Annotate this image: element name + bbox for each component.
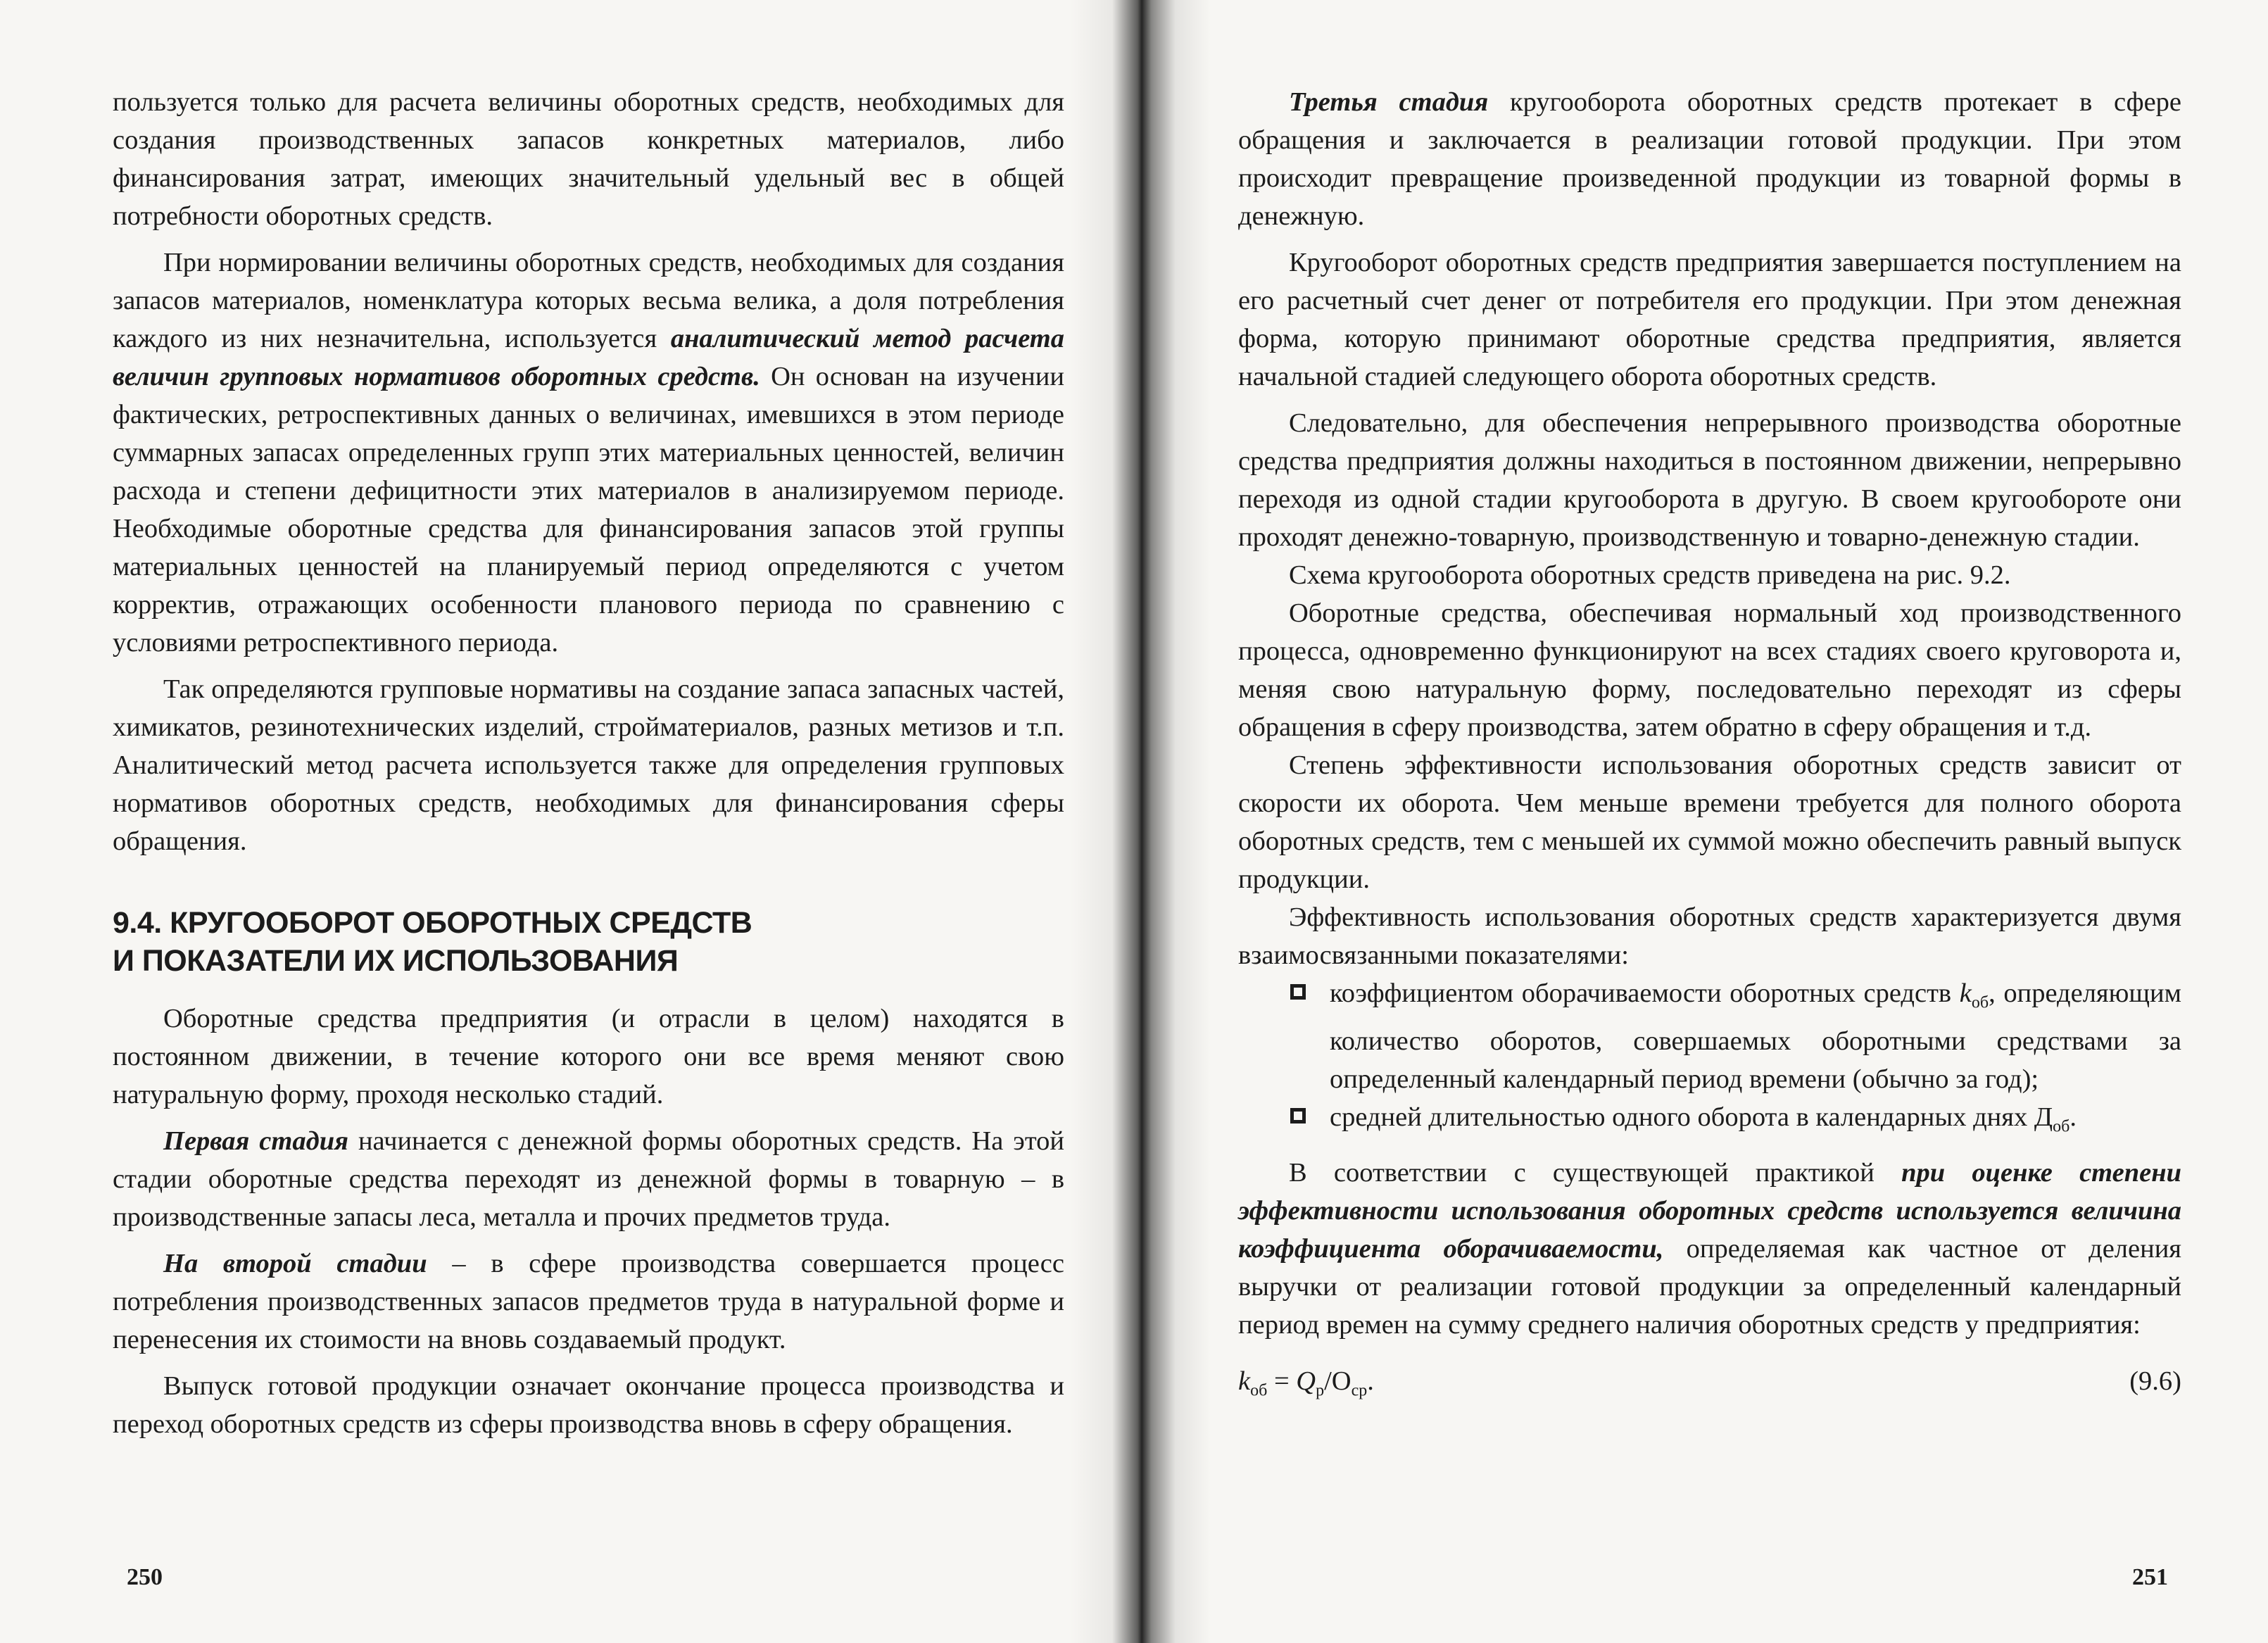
paragraph: Схема кругооборота оборотных средств приведена на рис. 9.2. — [1289, 560, 2011, 590]
text-run: – в сфере производства совершается процесс потребления производственных запасов предметов труда в натуральной форме и перенесения их стоимости на вновь создаваемый продукт. — [113, 1249, 1064, 1354]
formula-operator: . — [1367, 1366, 1374, 1397]
paragraph: пользуется только для расчета величины оборотных средств, необходимых для создания производственных запасов конкретных материалов, либо финансирования затрат, имеющих значительный удельный вес в общей потребности оборотных средств. — [113, 87, 1064, 231]
paragraph: Кругооборот оборотных средств предприятия завершается поступлением на его расчетный счет денег от потребителя его продукции. При этом денежная форма, которую принимают оборотные средства предприятия, является начальной стадией следующего оборота оборотных средств. — [1238, 248, 2181, 391]
paragraph — [113, 244, 1064, 662]
subscript: об — [2053, 1117, 2070, 1136]
text-run: Он основан на изучении фактических, ретроспективных данных о величинах, имевшихся в этом периоде суммарных запасах определенных групп этих материальных ценностей, величин расхода и степени дефицитности этих материалов в анализируемом периоде. Необходимые оборотные средства для финансирования запасов этой группы материальных ценностей на планируемый период определяются с учетом корректив, отражающих особенности планового периода по сравнению с условиями ретроспективного периода. — [113, 362, 1064, 657]
indicator-list — [1238, 974, 2181, 1145]
left-text-column — [113, 83, 1064, 1443]
square-bullet-icon — [1290, 984, 1306, 1000]
square-bullet-icon — [1290, 1108, 1306, 1123]
text-run: определяемая как частное от деления выручки от реализации готовой продукции за определенный календарный период времен на сумму среднего наличия оборотных средств у предприятия: — [1238, 1234, 2182, 1340]
variable: k — [1959, 978, 1972, 1008]
emphasis-text: аналитический метод расчета величин групповых нормативов оборотных средств. — [113, 324, 1065, 391]
right-page — [1134, 0, 2268, 1643]
list-item — [1330, 1098, 2181, 1146]
text-run: В соответствии с существующей практикой — [1289, 1158, 1902, 1188]
paragraph — [1238, 83, 2181, 235]
emphasis-text: при оценке степени эффективности использования оборотных средств используется величина коэффициента оборачиваемости, — [1238, 1158, 2181, 1264]
text-run: , определяющим количество оборотов, совершаемых оборотными средствами за определенный календарный период времени (обычно за год); — [1330, 978, 2181, 1094]
formula-subscript: ср — [1351, 1382, 1368, 1401]
emphasis-text: Первая стадия — [163, 1126, 348, 1156]
text-run: . — [2069, 1102, 2077, 1132]
subscript: об — [1971, 993, 1989, 1012]
formula-subscript: об — [1250, 1382, 1268, 1401]
paragraph: Следовательно, для обеспечения непрерывного производства оборотные средства предприятия должны находиться в постоянном движении, непрерывно переходя из одной стадии кругооборота в другую. В своем кругообороте они проходят денежно-товарную, производственную и товарно-денежную стадии. — [1238, 408, 2181, 552]
paragraph: Оборотные средства, обеспечивая нормальный ход производственного процесса, одновременно функционируют на всех стадиях своего круговорота и, меняя свою натуральную форму, последовательно переходят из сферы обращения в сферу производства, затем обратно в сферу обращения и т.д. — [1238, 598, 2181, 742]
formula-number: (9.6) — [2129, 1366, 2181, 1397]
formula-row — [1238, 1362, 2181, 1400]
section-heading-line: 9.4. КРУГООБОРОТ ОБОРОТНЫХ СРЕДСТВ — [113, 906, 752, 940]
formula-operator: = — [1267, 1366, 1297, 1397]
formula — [1238, 1362, 1374, 1410]
paragraph — [113, 1245, 1064, 1359]
page-number: 251 — [2132, 1564, 2168, 1590]
emphasis-text: Третья стадия — [1289, 87, 1489, 117]
formula-variable: k — [1238, 1366, 1251, 1397]
text-run: При нормировании величины оборотных средств, необходимых для создания запасов материалов, номенклатура которых весьма велика, а доля потребления каждого из них незначительна, используется — [113, 248, 1064, 353]
paragraph: Степень эффективности использования оборотных средств зависит от скорости их оборота. Чем меньше времени требуется для полного оборота оборотных средств, тем с меньшей их суммой можно обеспечить равный выпуск продукции. — [1238, 750, 2181, 894]
formula-operator: /О — [1324, 1366, 1352, 1397]
emphasis-text: На второй стадии — [163, 1249, 427, 1278]
paragraph: Так определяются групповые нормативы на создание запаса запасных частей, химикатов, резинотехнических изделий, стройматериалов, разных метизов и т.п. Аналитический метод расчета используется также для определения групповых нормативов оборотных средств, необходимых для финансирования сферы обращения. — [113, 674, 1064, 856]
right-text-column — [1238, 83, 2181, 1400]
text-run: начинается с денежной формы оборотных средств. На этой стадии оборотные средства переходят из денежной формы в товарную – в производственные запасы леса, металла и прочих предметов труда. — [113, 1126, 1064, 1232]
section-heading — [113, 904, 1064, 980]
formula-variable: Q — [1296, 1366, 1316, 1397]
paragraph — [113, 1122, 1064, 1236]
formula-subscript: р — [1316, 1382, 1325, 1401]
text-run: средней длительностью одного оборота в календарных днях Д — [1330, 1102, 2053, 1132]
page-number: 250 — [127, 1564, 163, 1590]
paragraph — [1238, 1154, 2181, 1344]
paragraph: Оборотные средства предприятия (и отрасли в целом) находятся в постоянном движении, в течение которого они все время меняют свою натуральную форму, проходя несколько стадий. — [113, 1004, 1064, 1109]
text-run: кругооборота оборотных средств протекает в сфере обращения и заключается в реализации готовой продукции. При этом происходит превращение произведенной продукции из товарной формы в денежную. — [1238, 87, 2181, 231]
text-run: коэффициентом оборачиваемости оборотных средств — [1330, 978, 1960, 1008]
section-heading-line: И ПОКАЗАТЕЛИ ИХ ИСПОЛЬЗОВАНИЯ — [113, 944, 679, 978]
list-item — [1330, 974, 2181, 1098]
paragraph: Эффективность использования оборотных средств характеризуется двумя взаимосвязанными показателями: — [1238, 902, 2181, 970]
paragraph: Выпуск готовой продукции означает окончание процесса производства и переход оборотных средств из сферы производства вновь в сферу обращения. — [113, 1371, 1064, 1439]
